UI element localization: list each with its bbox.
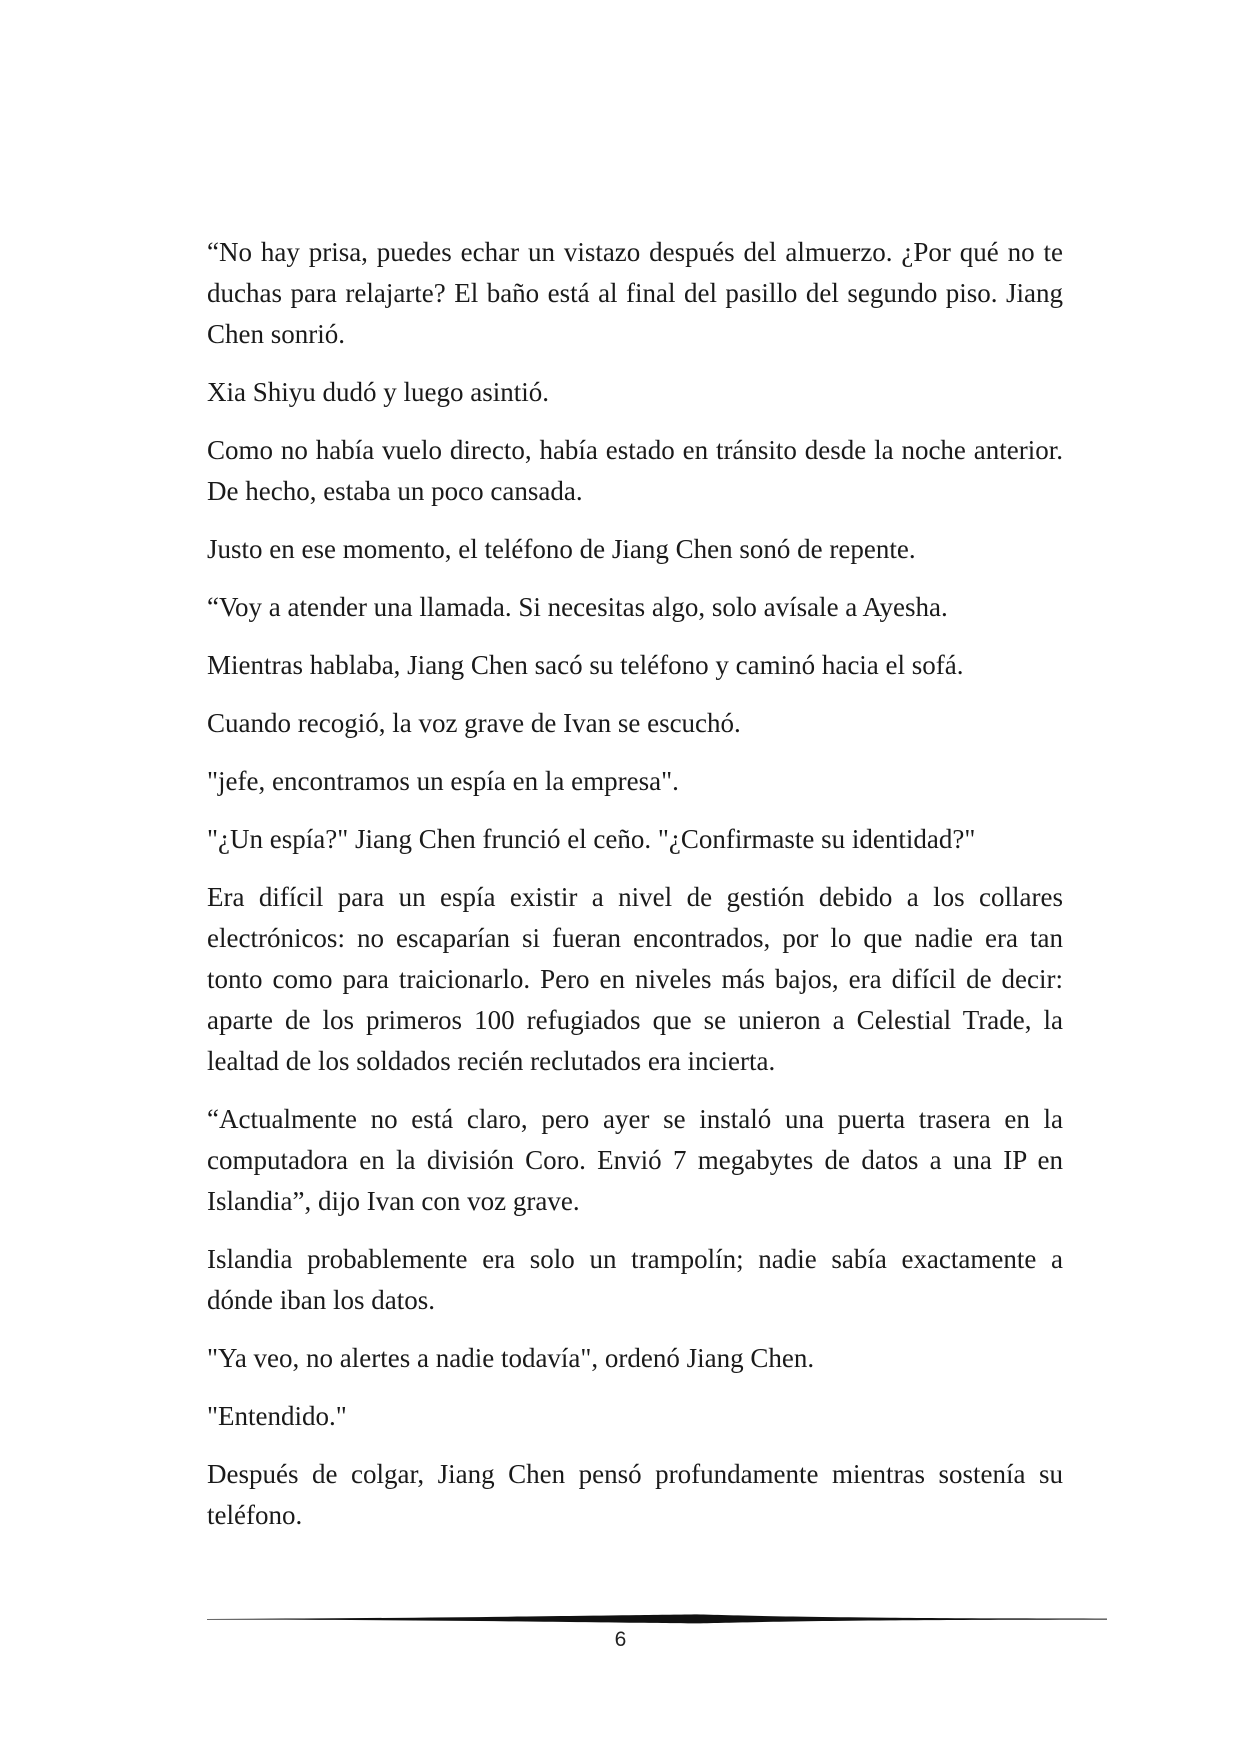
footer-divider [207, 1612, 1107, 1626]
paragraph-5: “Voy a atender una llamada. Si necesitas algo, solo avísale a Ayesha. [207, 592, 948, 622]
paragraph-3: Como no había vuelo directo, había estado en tránsito desde la noche anterior. De hecho, estaba un poco cansada. [207, 435, 1063, 506]
paragraph-15: Después de colgar, Jiang Chen pensó profundamente mientras sostenía su teléfono. [207, 1459, 1063, 1530]
paragraph-8: "jefe, encontramos un espía en la empresa". [207, 766, 679, 796]
page-number: 6 [614, 1628, 627, 1651]
paragraph-14: "Entendido." [207, 1401, 347, 1431]
paragraph-12: Islandia probablemente era solo un trampolín; nadie sabía exactamente a dónde iban los datos. [207, 1244, 1063, 1315]
paragraph-7: Cuando recogió, la voz grave de Ivan se escuchó. [207, 708, 741, 738]
paragraph-1: “No hay prisa, puedes echar un vistazo después del almuerzo. ¿Por qué no te duchas para relajarte? El baño está al final del pasillo del segundo piso. Jiang Chen sonrió. [207, 237, 1063, 349]
paragraph-2: Xia Shiyu dudó y luego asintió. [207, 377, 549, 407]
paragraph-4: Justo en ese momento, el teléfono de Jiang Chen sonó de repente. [207, 534, 916, 564]
paragraph-9: "¿Un espía?" Jiang Chen frunció el ceño. "¿Confirmaste su identidad?" [207, 824, 976, 854]
paragraph-6: Mientras hablaba, Jiang Chen sacó su teléfono y caminó hacia el sofá. [207, 650, 964, 680]
paragraph-13: "Ya veo, no alertes a nadie todavía", ordenó Jiang Chen. [207, 1343, 815, 1373]
paragraph-11: “Actualmente no está claro, pero ayer se instaló una puerta trasera en la computadora en la división Coro. Envió 7 megabytes de datos a una IP en Islandia”, dijo Ivan con voz grave. [207, 1104, 1063, 1216]
paragraph-10: Era difícil para un espía existir a nivel de gestión debido a los collares electrónicos: no escaparían si fueran encontrados, por lo que nadie era tan tonto como para traicionarlo. Pero en niveles más bajos, era difícil de decir: aparte de los primeros 100 refugiados que se unieron a Celestial Trade, la lealtad de los soldados recién reclutados era incierta. [207, 882, 1063, 1076]
body-text [207, 232, 1063, 1553]
